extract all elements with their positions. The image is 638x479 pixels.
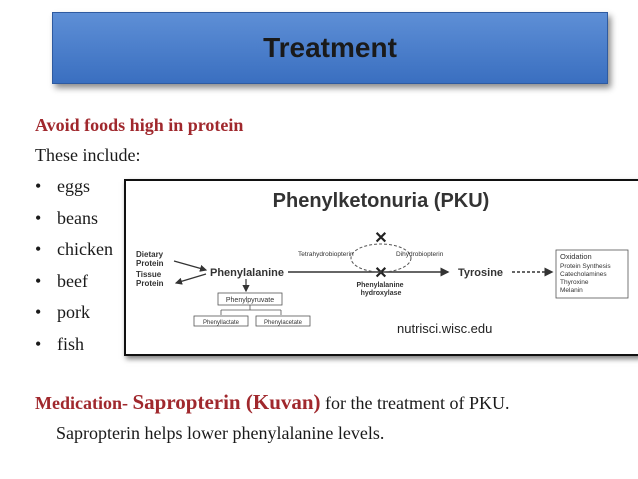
slide-title: Treatment — [263, 32, 397, 63]
pku-diagram — [124, 179, 638, 356]
medication-rest: for the treatment of PKU. — [325, 393, 510, 413]
phenylacetate-label: Phenylacetate — [263, 320, 303, 326]
phenyllactate-label: Phenyllactate — [202, 320, 240, 326]
intro-text: These include: — [35, 145, 141, 165]
dihydrobiopterin-label: Dihydrobiopterin — [396, 251, 444, 258]
list-item: • eggs — [35, 176, 90, 196]
bullet-icon: • — [35, 270, 42, 291]
list-item: • chicken — [35, 239, 113, 259]
diagram-title: Phenylketonuria (PKU) — [272, 190, 490, 212]
bullet-icon: • — [35, 333, 42, 354]
block-x-icon: ✕ — [374, 230, 388, 247]
tissue-protein-label: Tissue Protein — [136, 270, 164, 288]
bullet-icon: • — [35, 302, 42, 322]
dietary-protein-label: Dietary Protein — [136, 250, 164, 268]
enzyme-label: Phenylalanine hydroxylase — [356, 282, 404, 297]
bullet-icon: • — [35, 176, 42, 196]
medication-drug: Sapropterin (Kuvan) — [132, 390, 321, 414]
phenylalanine-label: Phenylalanine — [210, 267, 284, 279]
medication-description: Sapropterin helps lower phenylalanine levels. — [56, 423, 385, 443]
subheading: Avoid foods high in protein — [35, 115, 244, 135]
list-item: • pork — [35, 302, 90, 322]
branch-lines — [221, 305, 281, 315]
phenylpyruvate-label: Phenylpyruvate — [225, 297, 275, 304]
tissue-arrow — [176, 274, 206, 283]
bullet-icon: • — [35, 207, 42, 228]
bullet-icon: • — [35, 239, 42, 259]
title-banner — [52, 12, 608, 84]
medication-label: Medication- — [35, 393, 128, 413]
medication-line — [35, 390, 510, 415]
source-caption: nutrisci.wisc.edu — [397, 321, 493, 336]
list-item: • fish — [35, 333, 84, 354]
tetrahydrobiopterin-label: Tetrahydrobiopterin — [298, 251, 354, 258]
tyrosine-label: Tyrosine — [458, 267, 504, 279]
block-x-icon: ✕ — [374, 265, 388, 282]
dietary-arrow — [174, 261, 206, 270]
list-item: • beef — [35, 270, 88, 291]
food-list — [35, 176, 113, 365]
outputs-list: Oxidation Protein Synthesis Catecholamines Thyroxine Melanin — [560, 252, 611, 294]
list-item: • beans — [35, 207, 98, 228]
